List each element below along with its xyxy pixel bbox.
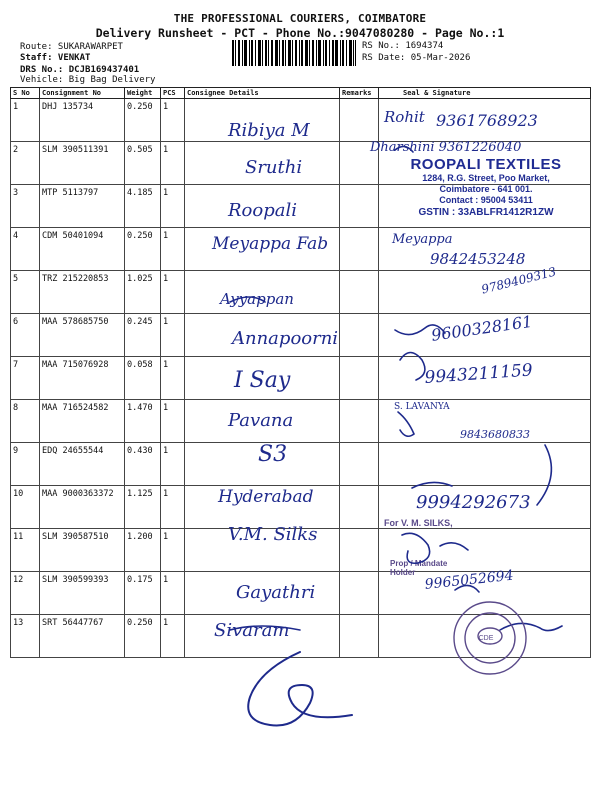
stamp-gstin: GSTIN : 33ABLFR1412R1ZW bbox=[418, 207, 554, 218]
col-consignee: Consignee Details bbox=[185, 88, 340, 99]
ink-scribble bbox=[230, 297, 265, 302]
ink-scribble bbox=[500, 623, 562, 630]
cell-consignment: EDQ 24655544 bbox=[40, 443, 125, 486]
cell-weight: 1.470 bbox=[125, 400, 161, 443]
cell-pcs: 1 bbox=[161, 529, 185, 572]
handwritten-consignee: Ayyappan bbox=[220, 290, 294, 308]
cell-sno: 7 bbox=[11, 357, 40, 400]
cell-sno: 2 bbox=[11, 142, 40, 185]
handwritten-consignee: Roopali bbox=[228, 200, 297, 221]
staff-label: Staff: VENKAT bbox=[20, 53, 91, 63]
handwritten-phone: 9789409313 bbox=[480, 264, 558, 297]
handwritten-consignee: I Say bbox=[234, 368, 291, 393]
cell-sno: 9 bbox=[11, 443, 40, 486]
runsheet-title: Delivery Runsheet - PCT - Phone No.:9047080280 - Page No.:1 bbox=[95, 26, 505, 40]
cell-sno: 8 bbox=[11, 400, 40, 443]
cell-pcs: 1 bbox=[161, 615, 185, 658]
cell-pcs: 1 bbox=[161, 228, 185, 271]
cell-sno: 1 bbox=[11, 99, 40, 142]
handwritten-consignee: Annapoorni bbox=[232, 328, 339, 349]
col-weight: Weight bbox=[125, 88, 161, 99]
cell-pcs: 1 bbox=[161, 185, 185, 228]
ink-scribble bbox=[455, 585, 479, 592]
cell-weight: 0.245 bbox=[125, 314, 161, 357]
cell-pcs: 1 bbox=[161, 99, 185, 142]
handwritten-phone: 9943211159 bbox=[424, 360, 534, 388]
cell-sno: 12 bbox=[11, 572, 40, 615]
cell-consignment: MTP 5113797 bbox=[40, 185, 125, 228]
drs-number: DRS No.: DCJB169437401 bbox=[20, 65, 140, 75]
col-seal: Seal & Signature bbox=[379, 88, 591, 99]
handwritten-phone: 9843680833 bbox=[460, 428, 530, 441]
ink-scribble bbox=[400, 353, 425, 381]
ink-scribble bbox=[230, 626, 300, 630]
cell-weight: 4.185 bbox=[125, 185, 161, 228]
handwritten-phone: 9600328161 bbox=[430, 311, 534, 345]
handwritten-signature: Dharshini 9361226040 bbox=[370, 140, 522, 155]
handwritten-signature: S. LAVANYA bbox=[394, 402, 450, 412]
stamp-address: 1284, R.G. Street, Poo Market, bbox=[422, 173, 550, 183]
handwritten-consignee: V.M. Silks bbox=[228, 524, 318, 545]
cell-weight: 1.025 bbox=[125, 271, 161, 314]
cell-weight: 0.175 bbox=[125, 572, 161, 615]
cell-weight: 0.250 bbox=[125, 228, 161, 271]
rs-number: RS No.: 1694374 bbox=[362, 41, 444, 51]
cell-pcs: 1 bbox=[161, 357, 185, 400]
handwritten-phone: 9842453248 bbox=[430, 250, 526, 268]
cell-weight: 1.125 bbox=[125, 486, 161, 529]
cell-consignment: MAA 716524582 bbox=[40, 400, 125, 443]
ink-scribble bbox=[395, 146, 413, 152]
vehicle-label: Vehicle: Big Bag Delivery bbox=[20, 75, 156, 85]
ink-scribble bbox=[412, 482, 452, 488]
cell-consignment: SLM 390511391 bbox=[40, 142, 125, 185]
cell-consignment: MAA 715076928 bbox=[40, 357, 125, 400]
cell-weight: 0.250 bbox=[125, 615, 161, 658]
ink-scribble bbox=[398, 412, 414, 436]
cell-consignment: DHJ 135734 bbox=[40, 99, 125, 142]
vm-silks-for: For V. M. SILKS, bbox=[384, 518, 453, 528]
stamp-city: Coimbatore - 641 001. bbox=[439, 184, 533, 194]
handwritten-signature: Meyappa bbox=[392, 232, 453, 247]
route-label: Route: SUKARAWARPET bbox=[20, 42, 123, 52]
cell-weight: 0.250 bbox=[125, 99, 161, 142]
cell-weight: 1.200 bbox=[125, 529, 161, 572]
cell-weight: 0.505 bbox=[125, 142, 161, 185]
stamp-contact: Contact : 95004 53411 bbox=[439, 195, 533, 205]
handwritten-consignee: Hyderabad bbox=[218, 487, 314, 507]
cell-pcs: 1 bbox=[161, 400, 185, 443]
cell-sno: 13 bbox=[11, 615, 40, 658]
cell-sno: 11 bbox=[11, 529, 40, 572]
cell-sno: 10 bbox=[11, 486, 40, 529]
cell-consignment: SLM 390587510 bbox=[40, 529, 125, 572]
handwritten-consignee: S3 bbox=[258, 442, 288, 467]
col-sno: S No bbox=[11, 88, 40, 99]
cell-pcs: 1 bbox=[161, 486, 185, 529]
cell-sno: 4 bbox=[11, 228, 40, 271]
cell-sno: 6 bbox=[11, 314, 40, 357]
ink-big-signature bbox=[248, 652, 352, 726]
handwritten-consignee: Pavana bbox=[228, 410, 294, 431]
cell-pcs: 1 bbox=[161, 572, 185, 615]
cell-pcs: 1 bbox=[161, 443, 185, 486]
cell-consignment: MAA 578685750 bbox=[40, 314, 125, 357]
cell-pcs: 1 bbox=[161, 314, 185, 357]
cell-weight: 0.430 bbox=[125, 443, 161, 486]
handwritten-phone: 9965052694 bbox=[424, 567, 515, 593]
handwritten-phone: 9361768923 bbox=[436, 111, 538, 130]
stamp-company-name: ROOPALI TEXTILES bbox=[410, 156, 562, 173]
cell-consignment: SLM 390599393 bbox=[40, 572, 125, 615]
vm-silks-holder: Prop / Mandate Holder bbox=[390, 559, 448, 577]
handwritten-consignee: Ribiya M bbox=[228, 120, 310, 141]
handwritten-consignee: Gayathri bbox=[236, 582, 316, 603]
cell-consignment: CDM 50401094 bbox=[40, 228, 125, 271]
ink-scribble bbox=[537, 445, 551, 505]
cell-pcs: 1 bbox=[161, 142, 185, 185]
ink-scribble bbox=[402, 533, 430, 563]
cell-consignment: SRT 56447767 bbox=[40, 615, 125, 658]
rs-date: RS Date: 05-Mar-2026 bbox=[362, 53, 471, 63]
cell-weight: 0.058 bbox=[125, 357, 161, 400]
handwritten-consignee: Sivaram bbox=[214, 620, 290, 641]
seal-text: CDE bbox=[478, 635, 494, 642]
cell-consignment: TRZ 215220853 bbox=[40, 271, 125, 314]
handwritten-consignee: Sruthi bbox=[245, 157, 303, 178]
ink-scribble bbox=[395, 325, 445, 335]
cell-pcs: 1 bbox=[161, 271, 185, 314]
cell-sno: 3 bbox=[11, 185, 40, 228]
handwritten-consignee: Meyappa Fab bbox=[212, 234, 329, 254]
handwritten-phone: 9994292673 bbox=[416, 492, 531, 513]
col-pcs: PCS bbox=[161, 88, 185, 99]
col-consignment: Consignment No bbox=[40, 88, 125, 99]
cell-sno: 5 bbox=[11, 271, 40, 314]
company-name: THE PROFESSIONAL COURIERS, COIMBATORE bbox=[173, 12, 427, 25]
handwritten-signature: Rohit bbox=[384, 108, 425, 126]
col-remarks: Remarks bbox=[340, 88, 379, 99]
ink-scribble bbox=[440, 543, 468, 550]
cell-consignment: MAA 9000363372 bbox=[40, 486, 125, 529]
